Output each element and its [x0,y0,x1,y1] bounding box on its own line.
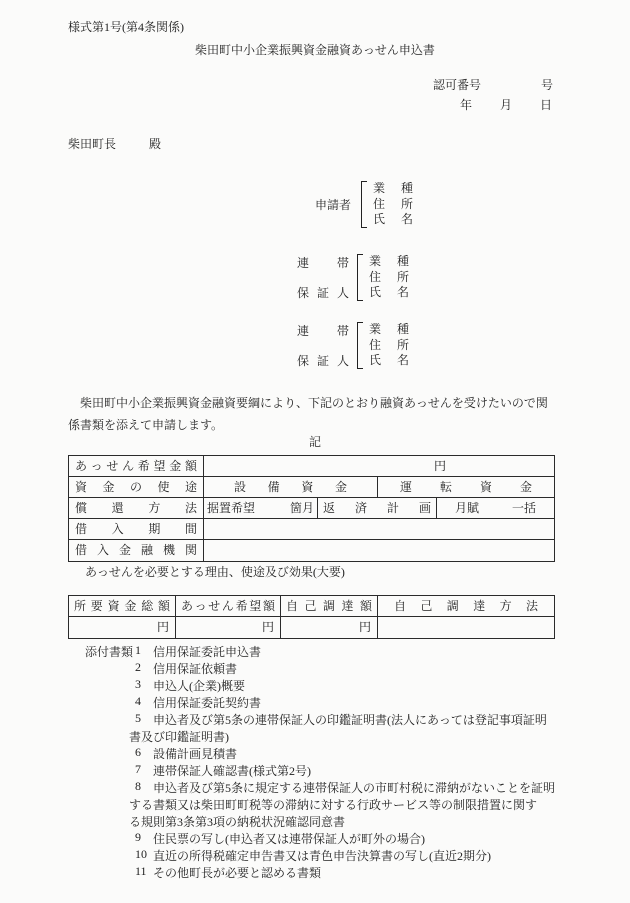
guarantor-2-field-address: 住所 [369,337,409,352]
months-label: 箇月 [289,501,314,515]
guarantor-block-1 [297,254,409,301]
bracket-icon [361,181,368,228]
self-funding-cell: 円 [281,617,378,638]
header-self-funding-method: 自己調達方法 [394,599,538,613]
deferment-cell [204,498,318,518]
funding-value-row [69,617,554,638]
lender-cell [204,540,554,561]
header-self-funding: 自己調達額 [281,596,378,616]
self-funding-method-cell [378,617,554,638]
guarantor-1-field-address: 住所 [369,269,409,284]
applicant-block [315,181,413,228]
purpose-working-capital-cell: 運転資金 [400,480,532,494]
date-month-label: 月 [499,98,512,112]
loan-detail-table [68,455,555,562]
total-required-cell: 円 [69,617,176,638]
applicant-fields [373,181,413,228]
attachment-line: 4 信用保証委託契約書 [135,694,262,710]
funding-header-row [69,596,554,617]
table-row-lender [69,540,554,561]
attachment-line: 2 信用保証依頼書 [135,660,238,676]
application-statement [68,392,556,436]
approval-unit: 号 [540,78,553,92]
row-label-purpose: 資金の使途 [69,477,204,497]
attachment-line: 10 直近の所得税確定申告書又は青色申告決算書の写し(直近2期分) [135,847,491,863]
guarantor-block-2 [297,322,409,369]
statement-line-1: 柴田町中小企業振興資金融資要綱により、下記のとおり融資あっせんを受けたいので関 [80,396,548,410]
amount-cell [204,456,554,476]
date-day-label: 日 [539,98,552,112]
attachment-line: 7 連帯保証人確認書(様式第2号) [135,762,311,778]
loan-period-cell [204,519,554,539]
attachment-line: 5 申込者及び第5条の連帯保証人の印鑑証明書(法人にあっては登記事項証明 [135,711,547,727]
row-label-repayment: 償還方法 [69,498,204,518]
yen-unit: 円 [433,459,446,473]
ki-mark: 記 [308,435,321,449]
guarantor-1-field-industry: 業種 [369,254,409,268]
attachment-line: 11 その他町長が必要と認める書類 [135,864,322,880]
table-row-purpose [69,477,554,498]
bracket-icon [357,254,364,301]
approval-number-line [433,76,553,93]
addressee-name: 柴田町長 [68,137,117,151]
header-requested-amount: あっせん希望額 [176,596,281,616]
attachment-line: 6 設備計画見積書 [135,745,238,761]
statement-line-2: 係書類を添えて申請します。 [68,418,224,432]
table-row-repayment [69,498,554,519]
installment-cell [437,498,554,518]
row-label-lender: 借入金融機関 [69,540,204,561]
approval-label: 認可番号 [432,78,481,92]
row-label-amount: あっせん希望金額 [69,456,204,476]
date-line [460,96,552,113]
guarantor-1-field-name: 氏名 [369,285,409,300]
attachment-line-continuation: する書類又は柴田町町税等の滞納に対する行政サービス等の制限措置に関す [129,798,538,812]
addressee-honorific: 殿 [149,137,162,151]
attachment-line: 添付書類 1 信用保証委託申込書 [85,643,262,659]
table-row-amount [69,456,554,477]
page-title: 柴田町中小企業振興資金融資あっせん申込書 [195,43,435,57]
applicant-field-industry: 業種 [373,181,413,195]
guarantor-2-fields [369,322,409,369]
reason-heading: あっせんを必要とする理由、使途及び効果(大要) [85,565,345,579]
requested-amount-cell: 円 [176,617,281,638]
addressee-line [68,135,161,152]
date-year-label: 年 [459,98,472,112]
applicant-field-name: 氏名 [373,212,413,227]
deferment-label: 据置希望 [207,501,256,515]
form-number: 様式第1号(第4条関係) [68,20,184,34]
monthly-label: 月賦 [455,501,480,515]
repayment-plan-cell: 返済計画 [318,498,437,518]
guarantor-2-field-industry: 業種 [369,322,409,336]
attachment-line-continuation: 書及び印鑑証明書) [129,730,229,744]
purpose-equipment-cell: 設備資金 [204,477,378,497]
attachment-line: 9 住民票の写し(申込者又は連帯保証人が町外の場合) [135,830,425,846]
applicant-label: 申請者 [315,198,352,212]
table-row-loan-period [69,519,554,540]
lump-sum-label: 一括 [511,501,536,515]
guarantor-2-field-name: 氏名 [369,353,409,368]
applicant-field-address: 住所 [373,196,413,211]
guarantor-2-label: 連帯 保証人 [297,324,349,368]
attachment-line-continuation: る規則第3条第3項の納税状況確認同意書 [129,815,346,829]
attachment-line: 3 申込人(企業)概要 [135,677,245,693]
attachments-label: 添付書類 [85,645,134,659]
attachment-line: 8 申込者及び第5条に規定する連帯保証人の市町村税に滞納がないことを証明 [135,779,556,795]
funding-table [68,595,555,639]
row-label-loan-period: 借入期間 [69,519,204,539]
bracket-icon [357,322,364,369]
guarantor-1-fields [369,254,409,301]
guarantor-1-label: 連帯 保証人 [297,256,349,300]
header-total-required: 所要資金総額 [69,596,176,616]
